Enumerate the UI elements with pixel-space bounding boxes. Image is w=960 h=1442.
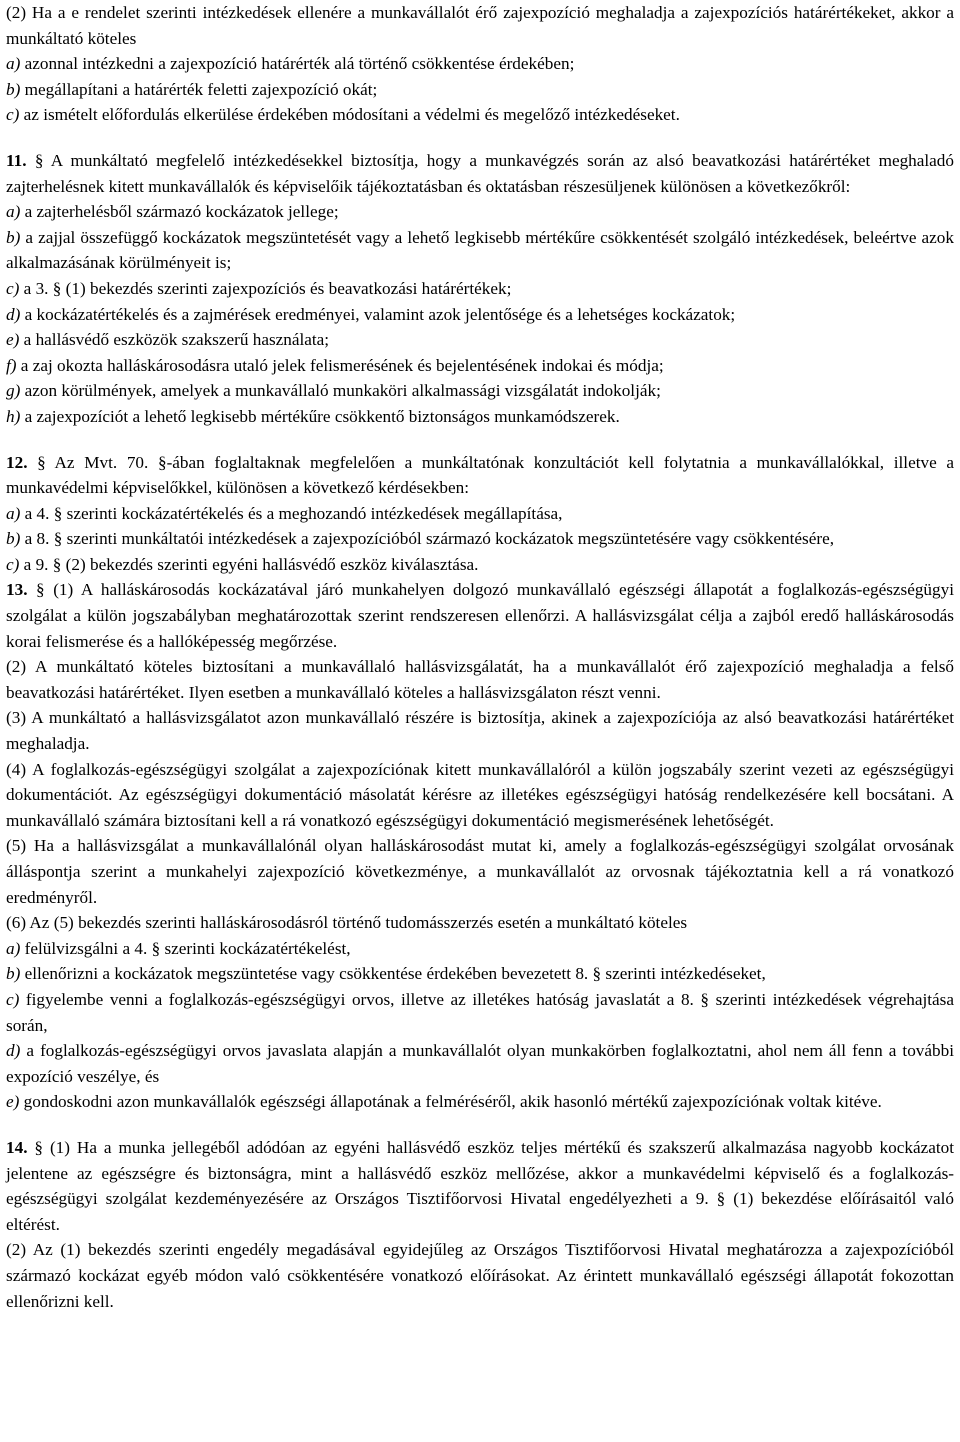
paragraph-text: a kockázatértékelés és a zajmérések eredményei, valamint azok jelentősége és a lehetséges kockázatok; [20,304,736,324]
paragraph-text: a 8. § szerinti munkáltatói intézkedések a zajexpozícióból származó kockázatok megszüntetésére vagy csökkentésére, [20,529,835,549]
item-label: c) [6,278,20,298]
paragraph-text: a zajjal összefüggő kockázatok megszüntetését vagy a lehető legkisebb mértékűre csökkentését szolgáló intézkedések, beleértve azok alkalmazásának körülményeit is; [6,227,954,273]
section-paragraph [6,148,954,199]
list-item [6,1089,954,1115]
list-item [6,526,954,552]
list-item [6,302,954,328]
item-label: d) [6,304,21,324]
section-gap [6,430,954,450]
list-item [6,51,954,77]
item-label: e) [6,330,20,350]
list-item [6,936,954,962]
item-label: b) [6,964,21,984]
item-label: a) [6,938,21,958]
section-paragraph [6,1135,954,1237]
list-item [6,327,954,353]
paragraph-text: (2) A munkáltató köteles biztosítani a munkavállaló hallásvizsgálatát, ha a munkavállalót érő zajexpozíció meghaladja a felső beavatkozási határértéket. Ilyen esetben a munkavállaló köteles a hallásvizsgálaton részt venni. [6,657,954,702]
paragraph-text: a zaj okozta halláskárosodásra utaló jelek felismerésének és bejelentésének indokai és módja; [16,355,664,375]
item-label: c) [6,554,20,574]
paragraph-text: (4) A foglalkozás-egészségügyi szolgálat a zajexpozíciónak kitett munkavállalóról a külön jogszabály szerint vezeti az egészségügyi dokumentációt. Az egészségügyi dokumentáció másolatát kérésre az illetékes egészségügyi hatóság rendelkezésére kell bocsátani. A munkavállaló számára biztosítani kell a rá vonatkozó egészségügyi dokumentáció megismerésének lehetőségét. [6,759,954,830]
item-label: b) [6,79,21,99]
section-11 [6,148,954,430]
paragraph-text: az ismételt előfordulás elkerülése érdekében módosítani a védelmi és megelőző intézkedéseket. [19,105,680,125]
list-item [6,501,954,527]
paragraph-text: a hallásvédő eszközök szakszerű használata; [19,330,330,350]
paragraph-text: § A munkáltató megfelelő intézkedésekkel biztosítja, hogy a munkavégzés során az alsó beavatkozási határértéket meghaladó zajterhelésnek kitett munkavállalók és képviselőik tájékoztatásban és oktatásban részesüljenek különösen a következőkről: [6,150,954,196]
paragraph [6,910,954,936]
section-number: 14. [6,1137,28,1157]
section-continuation [6,0,954,128]
item-label: f) [6,355,17,375]
item-label: b) [6,529,21,549]
item-label: a) [6,54,21,74]
section-gap [6,128,954,148]
item-label: b) [6,227,21,247]
paragraph-text: (6) Az (5) bekezdés szerinti halláskárosodásról történő tudomásszerzés esetén a munkáltató köteles [6,913,688,933]
section-paragraph [6,577,954,654]
list-item [6,1038,954,1089]
paragraph-text: a 4. § szerinti kockázatértékelés és a meghozandó intézkedések megállapítása, [20,503,563,523]
paragraph-text: ellenőrizni a kockázatok megszüntetése vagy csökkentése érdekében bevezetett 8. § szerinti intézkedéseket, [20,964,766,984]
paragraph-text: a foglalkozás-egészségügyi orvos javaslata alapján a munkavállalót olyan munkakörben foglalkoztatni, ahol nem áll fenn a további expozíció veszélye, és [6,1041,954,1086]
section-paragraph [6,450,954,501]
paragraph [6,757,954,834]
list-item [6,404,954,430]
list-item [6,225,954,276]
paragraph-text: azonnal intézkedni a zajexpozíció határérték alá történő csökkentése érdekében; [20,54,575,74]
paragraph-text: figyelembe venni a foglalkozás-egészségügyi orvos, illetve az illetékes hatóság javaslatát a 8. § szerinti intézkedések végrehajtása során, [6,989,954,1035]
list-item [6,987,954,1038]
section-number: 12. [6,452,28,472]
list-item [6,276,954,302]
paragraph-text: (5) Ha a hallásvizsgálat a munkavállalónál olyan halláskárosodást mutat ki, amely a foglalkozás-egészségügyi szolgálat orvosának álláspontja szerint a munkahelyi zajexpozíció következménye, a munkavállalót az orvosnak tájékoztatnia kell a rá vonatkozó eredményről. [6,836,954,907]
item-label: e) [6,1092,20,1112]
paragraph-text: a zajexpozíciót a lehető legkisebb mértékűre csökkentő biztonságos munkamódszerek. [20,406,620,426]
item-label: a) [6,503,21,523]
paragraph [6,1237,954,1314]
paragraph-text: (2) Ha a e rendelet szerinti intézkedések ellenére a munkavállalót érő zajexpozíció meghaladja a zajexpozíciós határértékeket, akkor a munkáltató köteles [6,3,954,48]
paragraph [6,833,954,910]
item-label: a) [6,202,21,222]
item-label: g) [6,381,21,401]
section-gap [6,1115,954,1135]
list-item [6,199,954,225]
item-label: c) [6,989,20,1009]
section-14 [6,1135,954,1314]
paragraph [6,0,954,51]
paragraph-text: a zajterhelésből származó kockázatok jellege; [20,202,339,222]
paragraph [6,654,954,705]
paragraph-text: § (1) A halláskárosodás kockázatával járó munkahelyen dolgozó munkavállaló egészségi állapotát a foglalkozás-egészségügyi szolgálat a külön jogszabályban meghatározottak szerint rendszeresen ellenőrzi. A hallásvizsgálat célja a zajból eredő halláskárosodás korai felismerése és a hallóképesség megőrzése. [6,580,954,651]
list-item [6,353,954,379]
list-item [6,961,954,987]
paragraph-text: (3) A munkáltató a hallásvizsgálatot azon munkavállaló részére is biztosítja, akinek a zajexpozíciója az alsó beavatkozási határértéket meghaladja. [6,708,954,754]
paragraph-text: megállapítani a határérték feletti zajexpozíció okát; [20,79,378,99]
item-label: h) [6,406,21,426]
list-item [6,378,954,404]
item-label: c) [6,105,20,125]
paragraph-text: § (1) Ha a munka jellegéből adódóan az egyéni hallásvédő eszköz teljes mértékű és szakszerű alkalmazása nagyobb kockázatot jelentene az egészségre és biztonságra, mint a hallásvédő eszköz mellőzése, akkor a munkavédelmi képviselő és a foglalkozás-egészségügyi szolgálat kezdeményezésére az Országos Tisztifőorvosi Hivatal engedélyezheti a 9. § (1) bekezdése előírásaitól való eltérést. [6,1137,954,1234]
paragraph [6,705,954,756]
list-item [6,77,954,103]
paragraph-text: azon körülmények, amelyek a munkavállaló munkaköri alkalmassági vizsgálatát indokolják; [20,381,661,401]
section-12-13 [6,450,954,1115]
list-item [6,552,954,578]
item-label: d) [6,1041,21,1061]
section-number: 11. [6,150,27,170]
paragraph-text: (2) Az (1) bekezdés szerinti engedély megadásával egyidejűleg az Országos Tisztifőorvosi Hivatal meghatározza a zajexpozícióból származó kockázat egyéb módon való csökkentésére vonatkozó előírásokat. Az érintett munkavállaló egészségi állapotát fokozottan ellenőrizni kell. [6,1240,954,1311]
paragraph-text: felülvizsgálni a 4. § szerinti kockázatértékelést, [20,938,351,958]
paragraph-text: a 9. § (2) bekezdés szerinti egyéni hallásvédő eszköz kiválasztása. [19,554,479,574]
paragraph-text: § Az Mvt. 70. §-ában foglaltaknak megfelelően a munkáltatónak konzultációt kell folytatnia a munkavállalókkal, illetve a munkavédelmi képviselőkkel, különösen a következő kérdésekben: [6,452,954,498]
paragraph-text: a 3. § (1) bekezdés szerinti zajexpozíciós és beavatkozási határértékek; [19,278,512,298]
list-item [6,102,954,128]
section-number: 13. [6,580,28,600]
paragraph-text: gondoskodni azon munkavállalók egészségi állapotának a felméréséről, akik hasonló mértékű zajexpozíciónak voltak kitéve. [19,1092,882,1112]
